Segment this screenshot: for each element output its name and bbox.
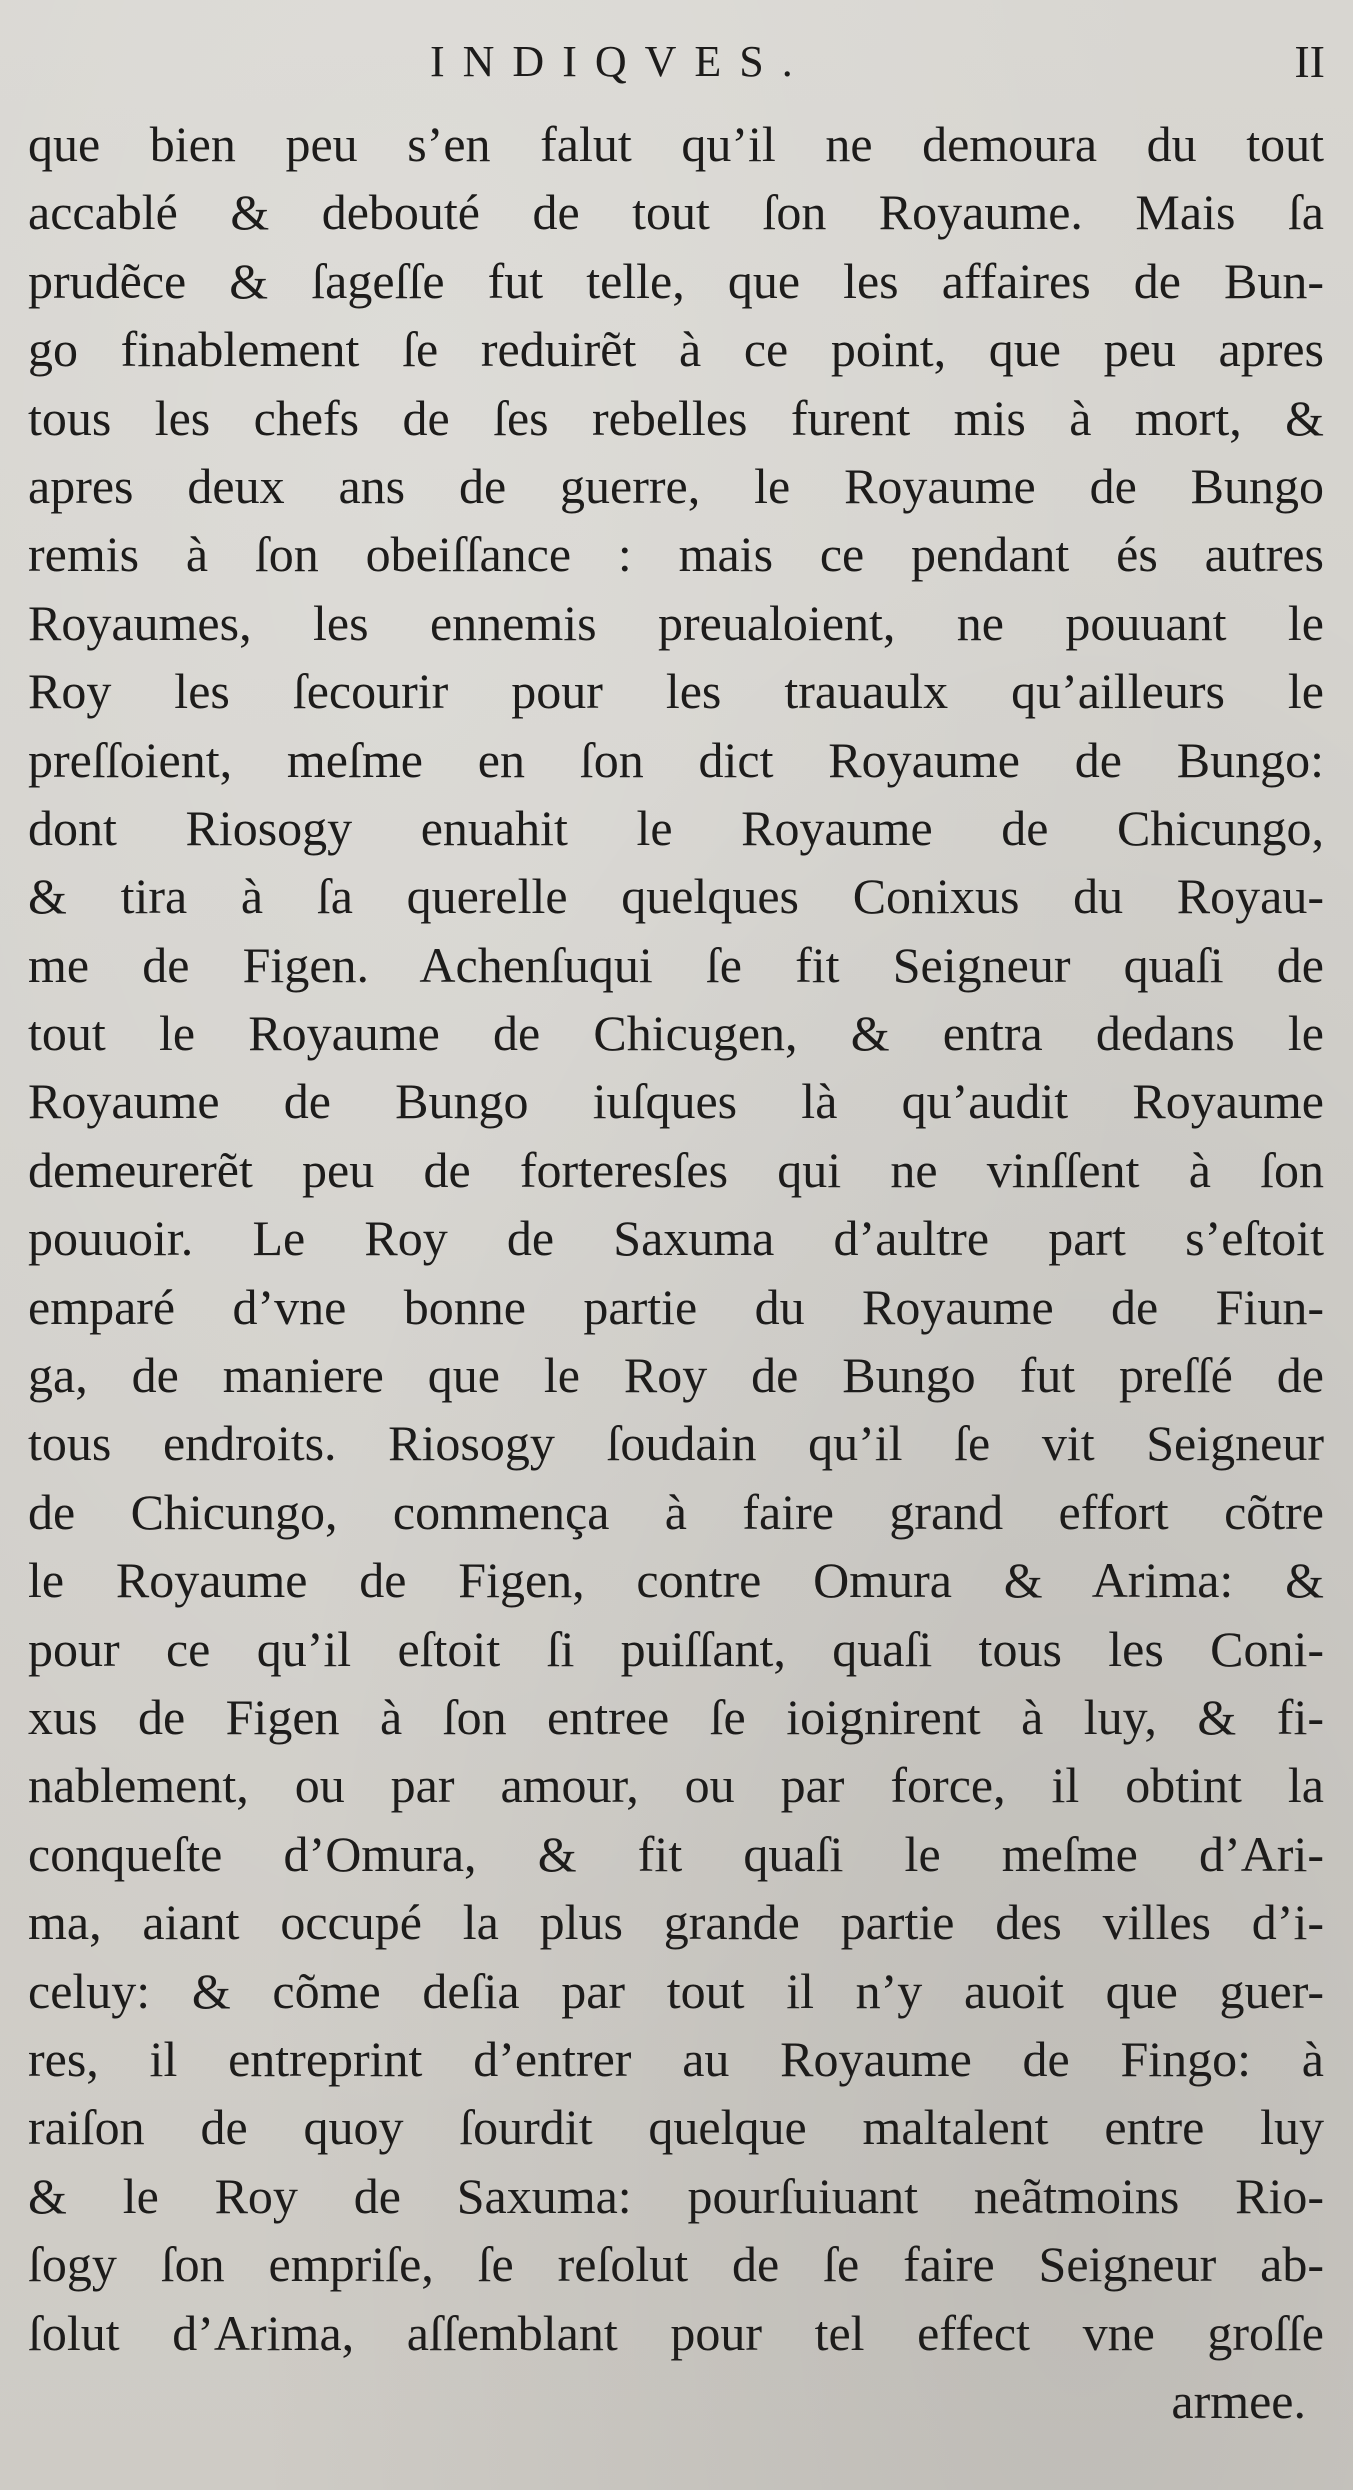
page-number: II [1294, 36, 1325, 87]
text-line: nablement, ou par amour, ou par force, il obtint la [28, 1757, 1324, 1814]
text-line: Roy les ſecourir pour les trauaulx qu’ailleurs le [28, 663, 1324, 720]
text-line: le Royaume de Figen, contre Omura & Arima: & [28, 1552, 1324, 1609]
text-line: Royaume de Bungo iuſques là qu’audit Royaume [28, 1073, 1324, 1130]
text-line: conqueſte d’Omura, & fit quaſi le meſme d’Ari- [28, 1825, 1324, 1882]
text-line: Royaumes, les ennemis preualoient, ne pouuant le [28, 594, 1324, 651]
text-line: pour ce qu’il eſtoit ſi puiſſant, quaſi tous les Coni- [28, 1620, 1324, 1677]
text-line: xus de Figen à ſon entree ſe ioignirent à luy, & fi- [28, 1688, 1324, 1745]
text-line: celuy: & cõme deſia par tout il n’y auoit que guer- [28, 1962, 1324, 2019]
text-line: raiſon de quoy ſourdit quelque maltalent entre luy [28, 2099, 1324, 2156]
text-line: prudẽce & ſageſſe fut telle, que les affaires de Bun- [28, 252, 1324, 309]
text-line: dont Riosogy enuahit le Royaume de Chicungo, [28, 799, 1324, 856]
text-line: ſogy ſon empriſe, ſe reſolut de ſe faire Seigneur ab- [28, 2236, 1324, 2293]
text-line: apres deux ans de guerre, le Royaume de Bungo [28, 457, 1324, 514]
text-line: tout le Royaume de Chicugen, & entra dedans le [28, 1005, 1324, 1062]
text-line: & le Roy de Saxuma: pourſuiuant neãtmoins Rio- [28, 2167, 1324, 2224]
text-line: res, il entreprint d’entrer au Royaume de Fingo: à [28, 2030, 1324, 2087]
text-line: pouuoir. Le Roy de Saxuma d’aultre part s’eſtoit [28, 1210, 1324, 1267]
text-line: que bien peu s’en falut qu’il ne demoura du tout [28, 116, 1324, 172]
text-line: armee. [1171, 2372, 1306, 2429]
text-line: go finablement ſe reduirẽt à ce point, que peu apres [28, 321, 1324, 378]
text-line: ga, de maniere que le Roy de Bungo fut preſſé de [28, 1347, 1324, 1404]
running-head: INDIQVES. [430, 37, 811, 86]
text-line: accablé & debouté de tout ſon Royaume. Mais ſa [28, 184, 1324, 241]
text-line: tous les chefs de ſes rebelles furent mis à mort, & [28, 389, 1324, 446]
body-text [28, 110, 1324, 2435]
page-header [0, 32, 1353, 92]
text-line: & tira à ſa querelle quelques Conixus du Royau- [28, 868, 1324, 925]
text-line: preſſoient, meſme en ſon dict Royaume de Bungo: [28, 731, 1324, 788]
text-line: de Chicungo, commença à faire grand effort cõtre [28, 1483, 1324, 1540]
text-line: ſolut d’Arima, aſſemblant pour tel effect vne groſſe [28, 2304, 1324, 2361]
text-line: tous endroits. Riosogy ſoudain qu’il ſe vit Seigneur [28, 1415, 1324, 1472]
text-line: emparé d’vne bonne partie du Royaume de Fiun- [28, 1278, 1324, 1335]
text-line: remis à ſon obeiſſance : mais ce pendant és autres [28, 526, 1324, 583]
text-line: demeurerẽt peu de forteresſes qui ne vinſſent à ſon [28, 1141, 1324, 1198]
text-line: me de Figen. Achenſuqui ſe fit Seigneur quaſi de [28, 936, 1324, 993]
text-line: ma, aiant occupé la plus grande partie des villes d’i- [28, 1894, 1324, 1951]
